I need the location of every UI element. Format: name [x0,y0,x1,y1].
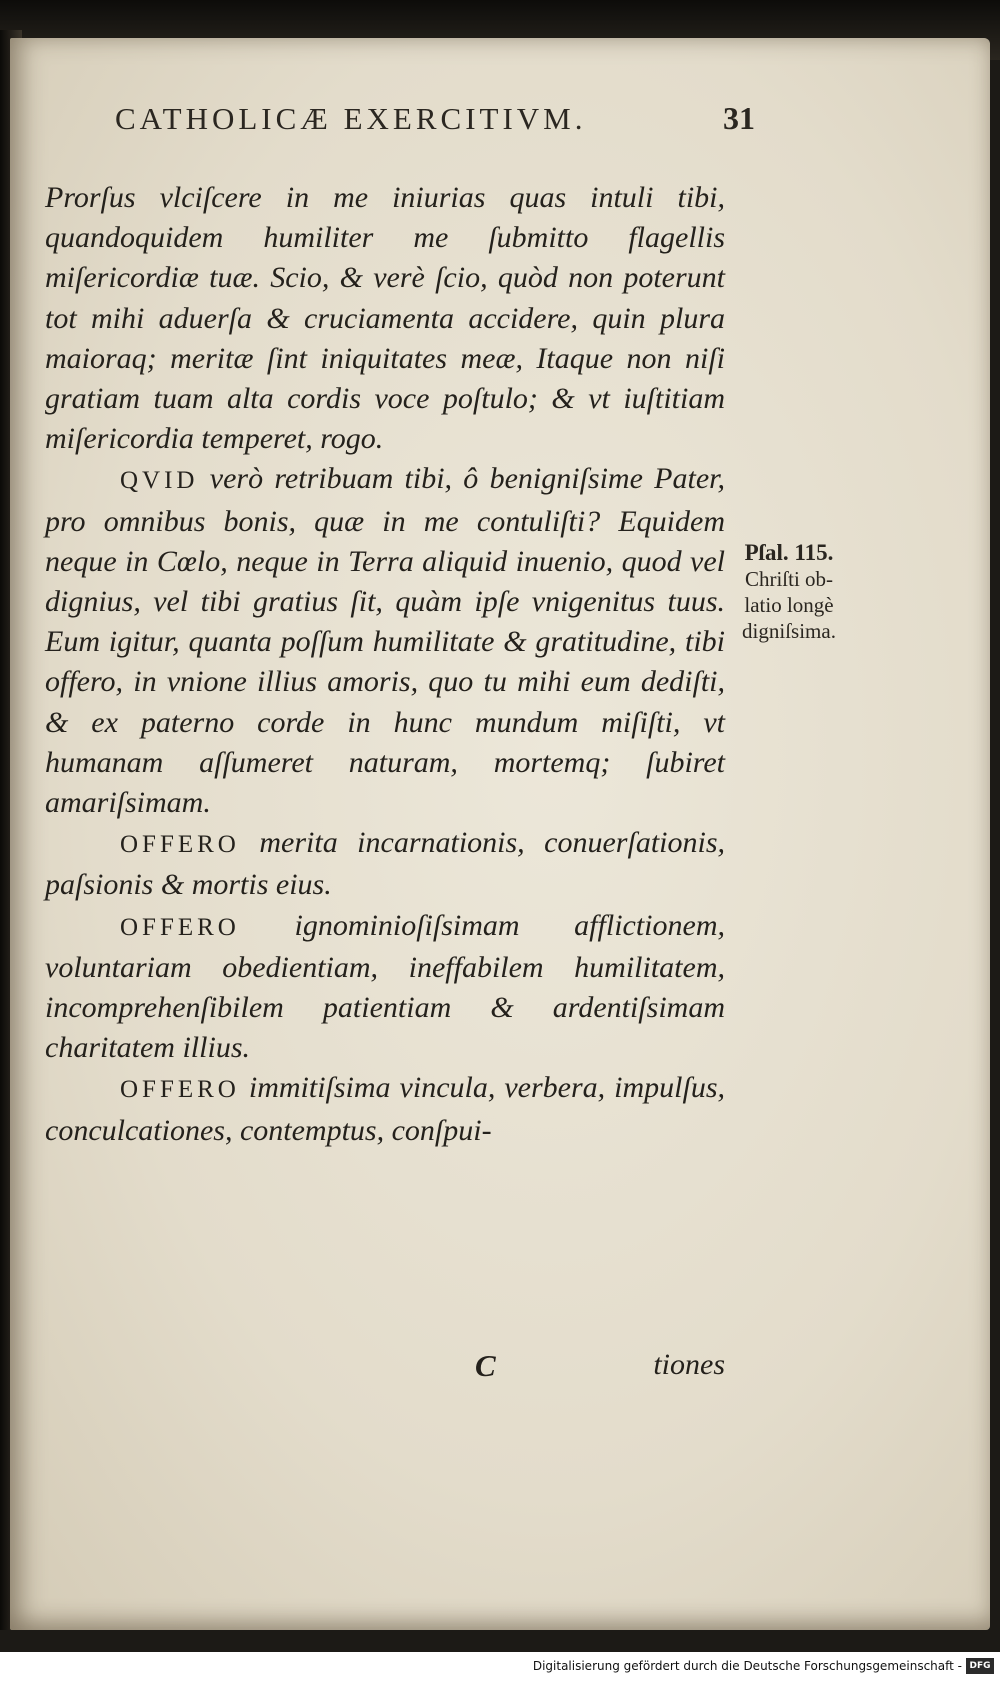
marginal-line: digniſsima. [742,619,836,643]
paragraph-text: ignominioſiſsimam afflictionem, voluntariam obedientiam, ineffabilem humilitatem, incomprehenſibilem patientiam & ardentiſsimam charitatem illius. [45,908,725,1065]
page-header [115,100,755,137]
paragraph-5 [45,1068,725,1150]
paragraph-lead: OFFERO [120,913,240,941]
paragraph-1 [45,178,725,459]
digitization-credit: Digitalisierung gefördert durch die Deutsche Forschungsgemeinschaft - [532,1659,962,1673]
credit-bar [0,1652,1000,1683]
page-number: 31 [723,100,755,136]
paragraph-text: verò retribuam tibi, ô benigniſsime Pater, pro omnibus bonis, quæ in me contuliſti? Equidem neque in Cœlo, neque in Terra aliquid inuenio, quod vel dignius, vel tibi gratius ſit, quàm ipſe vnigenitus tuus. Eum igitur, quanta poſſum humilitate & gratitudine, tibi offero, in vnione illius amoris, quo tu mihi eum dediſti, & ex paterno corde in hunc mundum miſiſti, vt humanam aſſumeret naturam, mortemq; ſubiret amariſsimam. [45,462,725,820]
paragraph-lead: QVID [120,467,199,495]
paragraph-4 [45,906,725,1069]
catchword: tiones [653,1348,725,1381]
marginal-line: Chriſti ob- [744,567,834,591]
dfg-logo-icon: DFG [966,1658,994,1674]
paragraph-text: Prorſus vlciſcere in me iniurias quas intuli tibi, quandoquidem humiliter me ſubmitto flagellis miſericordiæ tuæ. Scio, & verè ſcio, quòd non poterunt tot mihi aduerſa & cruciamenta accidere, quin plura maioraq; meritæ ſint iniquitates meæ, Itaque non niſi gratiam tuam alta cordis voce poſtulo; & vt iuſtitiam miſericordia temperet, rogo. [45,181,725,456]
paragraph-text: immitiſsima vincula, verbera, impulſus, conculcationes, contemptus, conſpui- [45,1071,725,1147]
running-title: CATHOLICÆ EXERCITIVM. [115,101,587,136]
paragraph-lead: OFFERO [120,1076,240,1104]
marginal-line: latio longè [744,593,834,617]
body-text [45,178,725,1151]
paragraph-text: merita incarnationis, conuerſationis, paſsionis & mortis eius. [45,826,725,902]
marginal-note [724,540,854,644]
marginal-reference: Pſal. 115. [744,540,834,565]
signature-mark: C [475,1348,496,1383]
paragraph-lead: OFFERO [120,831,240,859]
page-footer [45,1348,725,1388]
paragraph-3 [45,823,725,905]
paragraph-2 [45,459,725,823]
